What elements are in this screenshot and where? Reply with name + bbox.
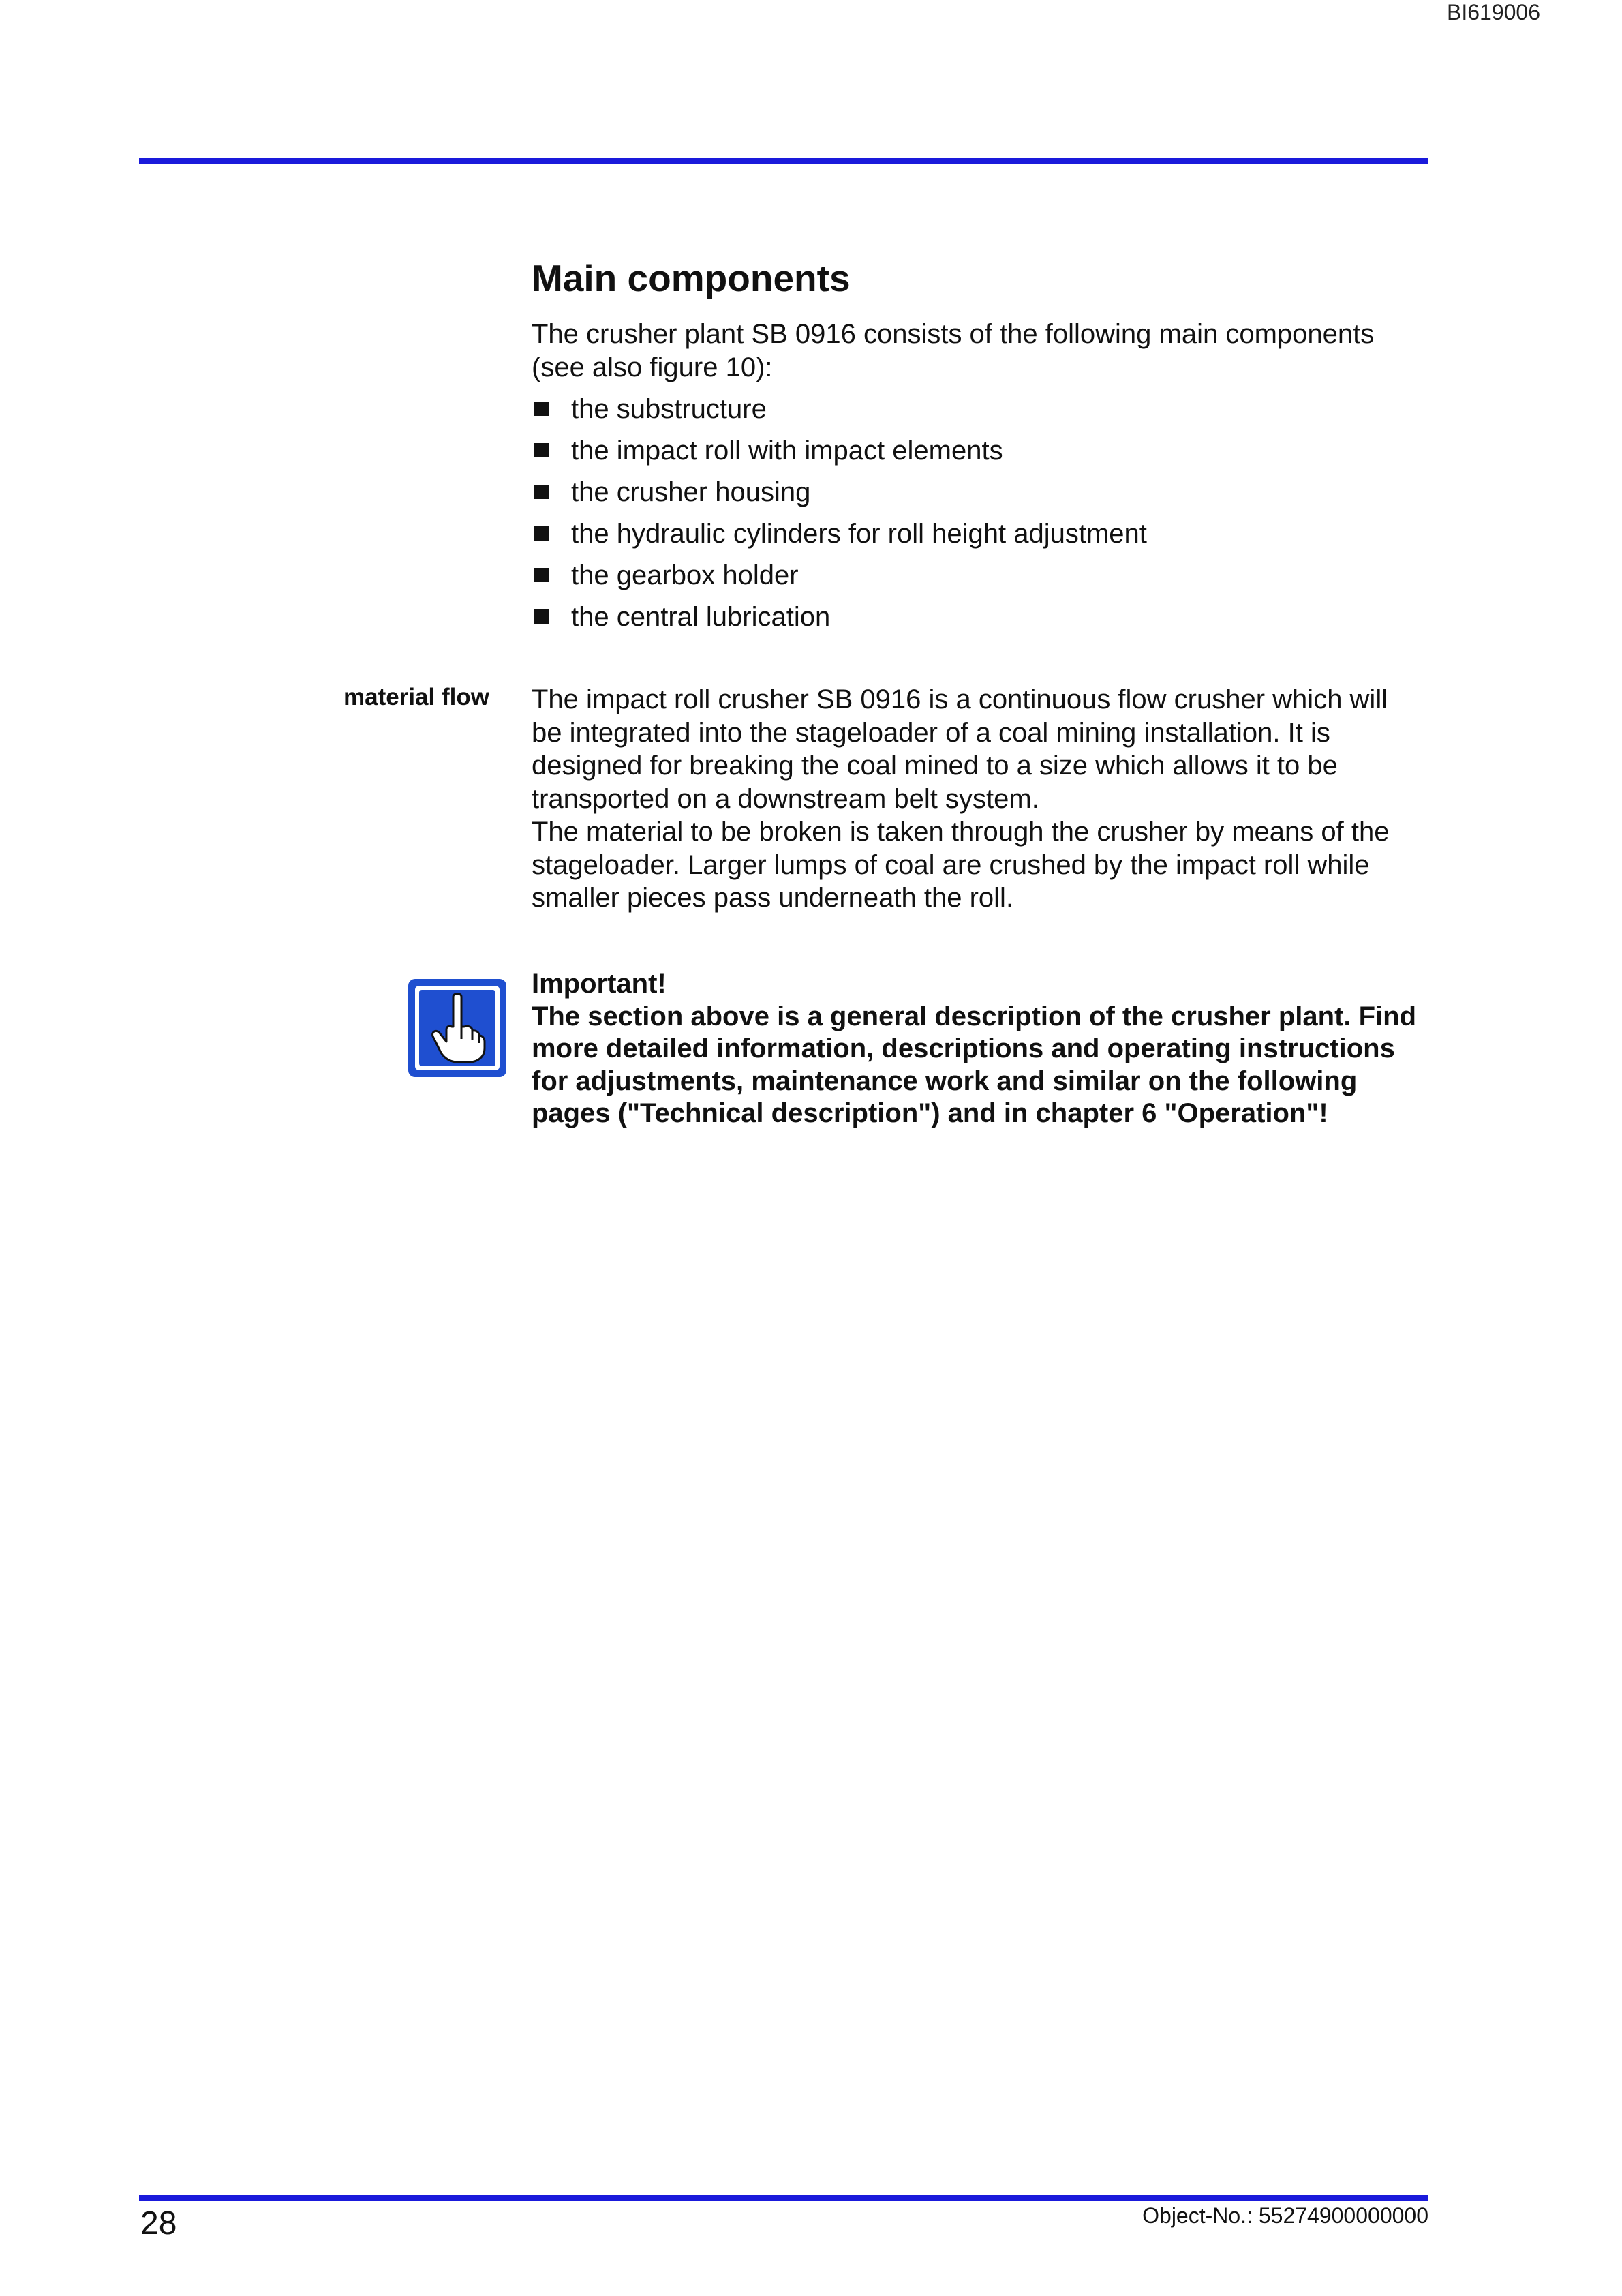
notice-text: The section above is a general description of the crusher plant. Find more detailed information, descriptions and operating instructions for adjustments, maintenance work and similar on the following pages ("Technical description") and in chapter 6 "Operation"! [532, 1001, 1417, 1128]
list-item: the crusher housing [532, 476, 1147, 517]
header-rule [139, 158, 1428, 164]
bullet-square-icon [534, 443, 549, 457]
list-item: the impact roll with impact elements [532, 434, 1147, 476]
material-flow-paragraph-2: The material to be broken is taken through the crusher by means of the stageloader. Larger lumps of coal are crushed by the impact roll while smaller pieces pass underneath the roll. [532, 817, 1390, 913]
list-item: the gearbox holder [532, 559, 1147, 601]
object-number: Object-No.: 55274900000000 [1142, 2203, 1428, 2228]
section-title: Main components [532, 257, 851, 299]
bullet-square-icon [534, 568, 549, 582]
list-item: the substructure [532, 393, 1147, 434]
intro-text: The crusher plant SB 0916 consists of the following main components (see also figure 10): [532, 319, 1375, 382]
page-number: 28 [140, 2205, 177, 2241]
list-item: the hydraulic cylinders for roll height adjustment [532, 517, 1147, 559]
bullet-square-icon [534, 402, 549, 416]
footer-rule [139, 2195, 1428, 2201]
document-id: BI619006 [1446, 0, 1540, 25]
bullet-square-icon [534, 485, 549, 499]
material-flow-paragraph-1: The impact roll crusher SB 0916 is a continuous flow crusher which will be integrated into the stageloader of a coal mining installation. It is designed for breaking the coal mined to a size which allows it to be transported on a downstream belt system. [532, 684, 1388, 814]
material-flow-text [532, 683, 1418, 915]
margin-label-material-flow: material flow [343, 684, 489, 710]
bullet-square-icon [534, 526, 549, 541]
notice-heading: Important! [532, 969, 667, 999]
pointing-hand-icon [407, 978, 508, 1078]
important-notice [532, 968, 1418, 1130]
component-list [532, 393, 1147, 642]
bullet-square-icon [534, 609, 549, 624]
list-item: the central lubrication [532, 601, 1147, 642]
